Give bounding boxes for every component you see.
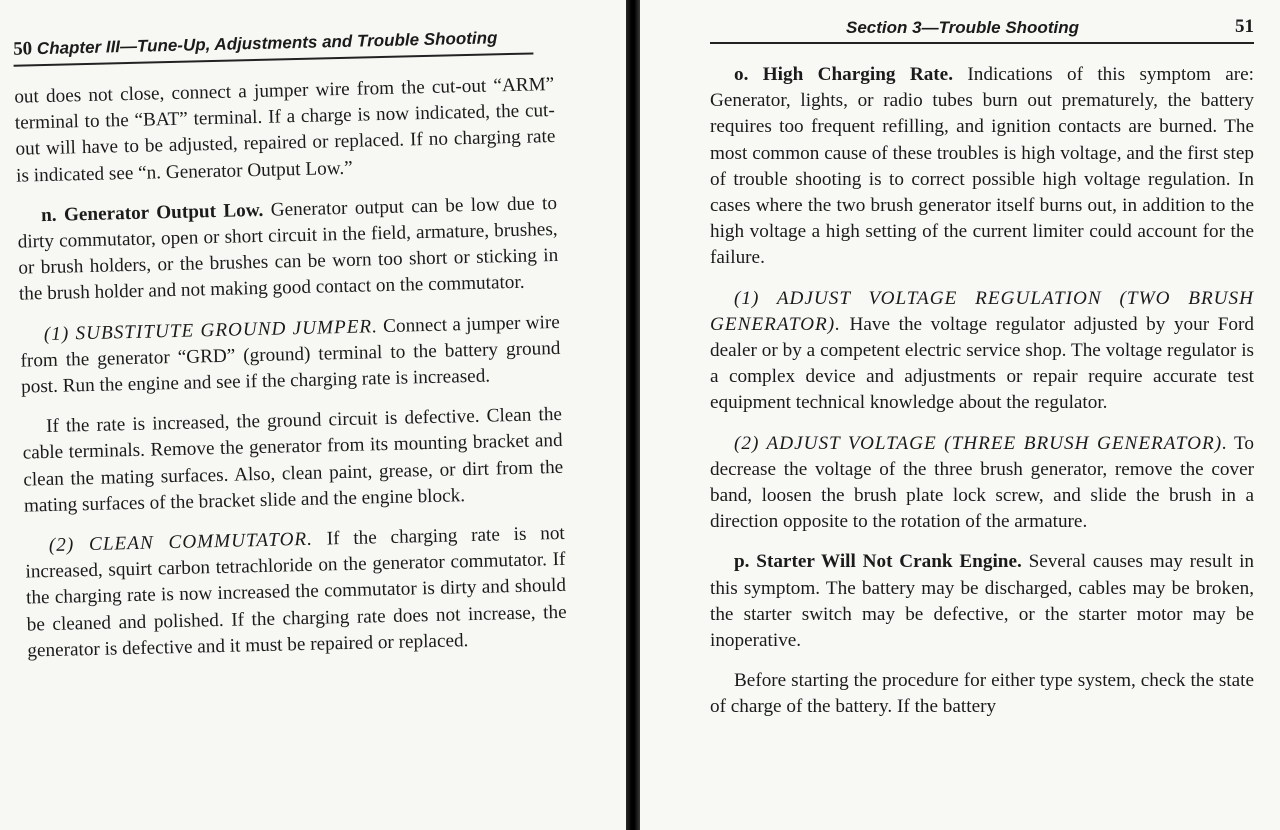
section-heading: p. Starter Will Not Crank Engine.	[734, 551, 1022, 573]
section-heading: n. Generator Output Low.	[40, 199, 264, 226]
paragraph: Before starting the procedure for either type system, check the state of charge of the battery. If the battery	[710, 670, 1254, 718]
right-running-head	[710, 16, 1254, 44]
right-body-text	[710, 62, 1254, 721]
paragraph: (1) ADJUST VOLTAGE REGULATION (TWO BRUSH GENERATOR). Have the voltage regulator adjusted by your Ford dealer or by a competent electric service shop. The voltage regulator is a complex device and adjustments or repair require accurate test equipment technical knowledge about the regulator.	[710, 287, 1254, 414]
paragraph: If the rate is increased, the ground circuit is defective. Clean the cable terminals. Remove the generator from its mounting bracket and clean the mating surfaces. Also, clean paint, grease, or dirt from the mating surfaces of the bracket slide and the engine block.	[22, 404, 564, 517]
paragraph: (1) SUBSTITUTE GROUND JUMPER. Connect a jumper wire from the generator “GRD” (ground) terminal to the battery ground post. Run the engine and see if the charging rate is increased.	[20, 311, 561, 398]
left-running-head-text: Chapter III—Tune-Up, Adjustments and Trouble Shooting	[36, 28, 498, 59]
section-heading: o. High Charging Rate.	[734, 64, 953, 85]
left-page-number: 50	[12, 38, 33, 60]
subsection-heading: (2) ADJUST VOLTAGE (THREE BRUSH GENERATOR).	[734, 432, 1228, 454]
paragraph: (2) CLEAN COMMUTATOR. If the charging rate is not increased, squirt carbon tetrachloride on the generator commutator. If the charging rate is now increased the commutator is dirty and should be cleaned and polished. If the charging rate does not increase, the generator is defective and it must be repaired or replaced.	[25, 522, 567, 662]
paragraph: out does not close, connect a jumper wire from the cut-out “ARM” terminal to the “BAT” terminal. If a charge is now indicated, the cut-out will have to be adjusted, repaired or replaced. If no charging rate is indicated see “n. Generator Output Low.”	[14, 73, 556, 187]
right-page-content	[710, 0, 1254, 830]
left-page	[0, 0, 626, 830]
right-page	[640, 0, 1280, 830]
paragraph: p. Starter Will Not Crank Engine. Several causes may result in this symptom. The battery may be discharged, cables may be broken, the starter switch may be defective, or the starter motor may be inoperative.	[710, 551, 1255, 652]
subsection-heading: (1) SUBSTITUTE GROUND JUMPER.	[43, 315, 379, 345]
subsection-heading: (1) ADJUST VOLTAGE REGULATION (TWO BRUSH GENERATOR).	[710, 287, 1254, 335]
paragraph: n. Generator Output Low. Generator output can be low due to dirty commutator, open or short circuit in the field, armature, brushes, or brush holders, or the brushes can be worn too short or sticking in the brush holder and not making good contact on the commutator.	[17, 192, 559, 306]
left-page-content	[12, 0, 593, 830]
subsection-heading: (2) CLEAN COMMUTATOR.	[48, 528, 314, 557]
paragraph: o. High Charging Rate. Indications of this symptom are: Generator, lights, or radio tubes burn out prematurely, the battery requires too frequent refilling, and ignition contacts are burned. The most common cause of these troubles is high voltage, and the first step of trouble shooting is to correct possible high voltage regulation. In cases where the two brush generator itself burns out, in addition to the high voltage a high setting of the current limiter could account for the failure.	[710, 64, 1254, 269]
right-page-number: 51	[1235, 16, 1254, 37]
paragraph: (2) ADJUST VOLTAGE (THREE BRUSH GENERATOR). To decrease the voltage of the three brush generator, remove the cover band, loosen the brush plate lock screw, and slide the brush in a direction opposite to the rotation of the armature.	[710, 432, 1255, 533]
left-running-head	[13, 26, 534, 66]
right-running-head-text: Section 3—Trouble Shooting	[846, 18, 1079, 37]
book-gutter	[626, 0, 640, 830]
left-body-text	[14, 72, 568, 665]
left-head-line	[13, 27, 498, 60]
